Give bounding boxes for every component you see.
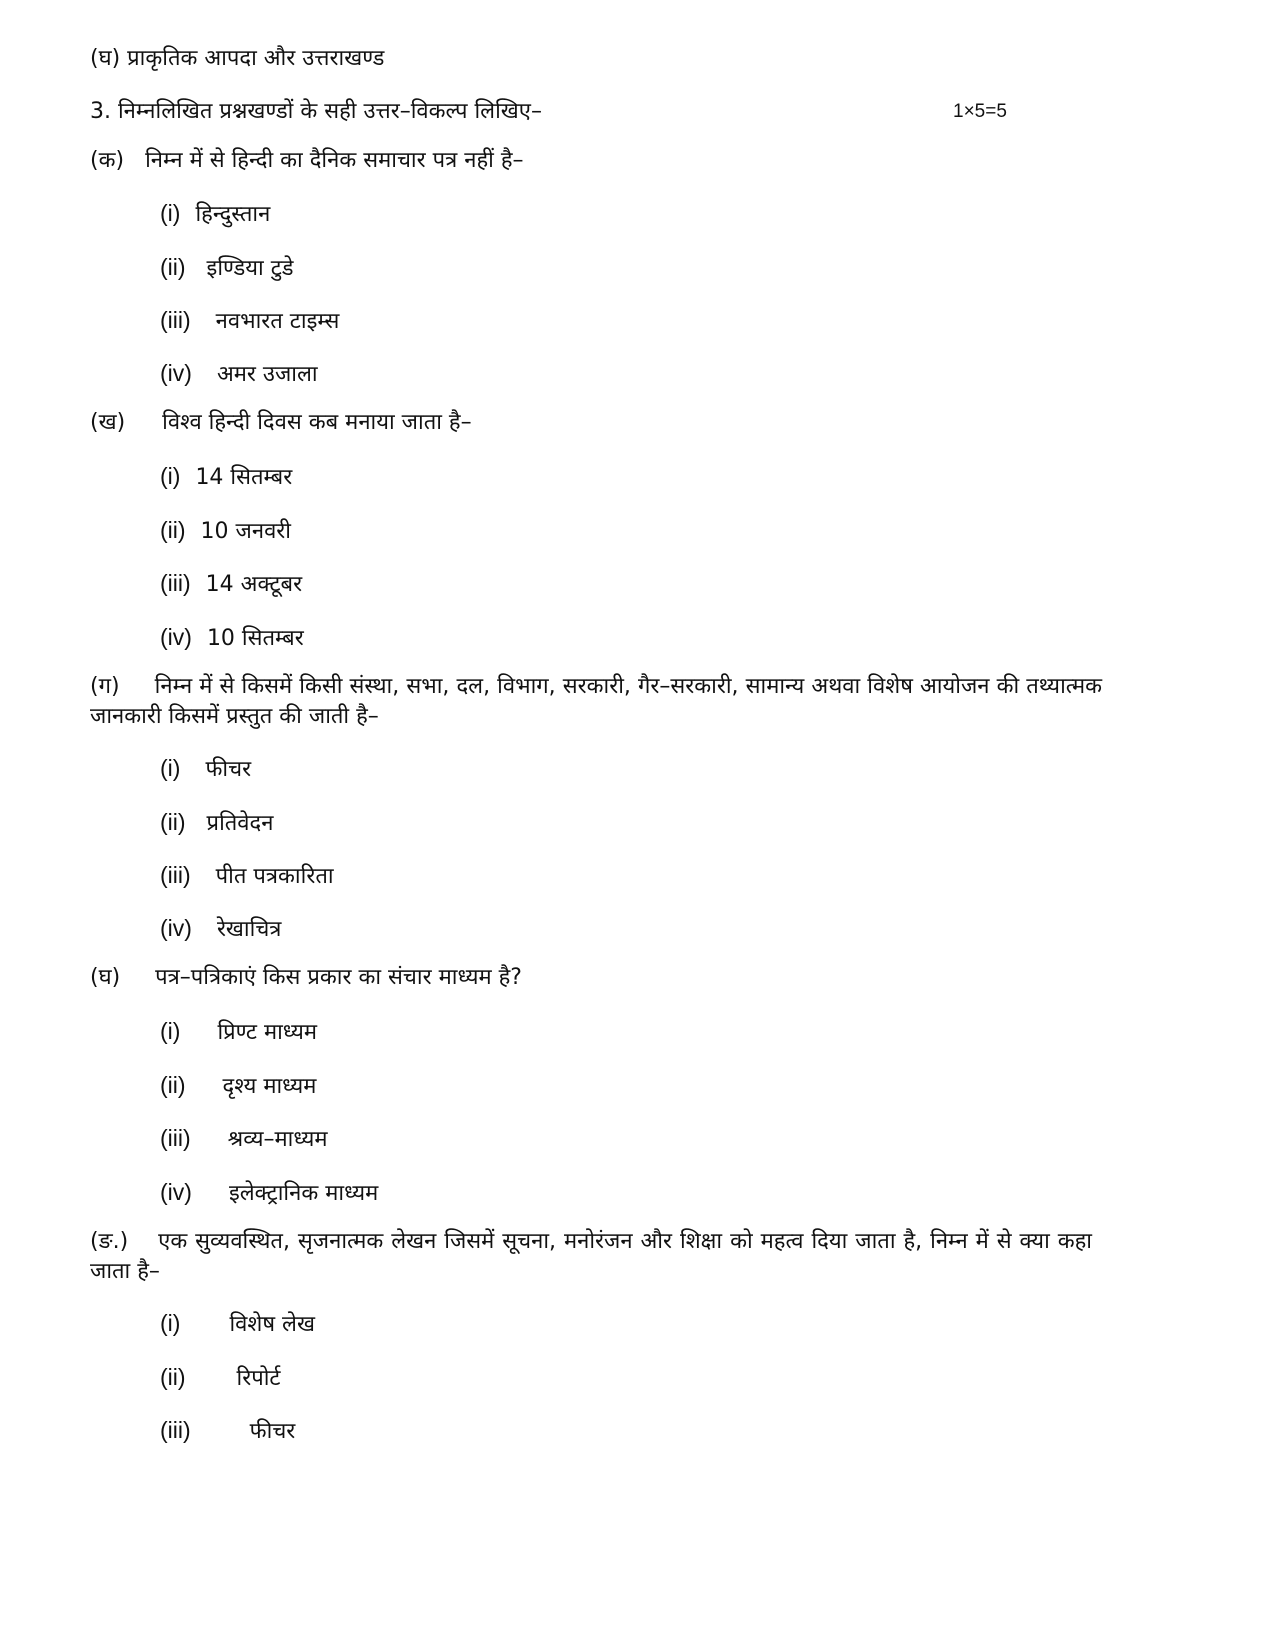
option-text: फीचर (205, 757, 252, 782)
question-label: (ङ.) (90, 1229, 129, 1254)
question-ka (90, 146, 524, 176)
option-item (160, 1415, 295, 1447)
option-item (160, 1123, 328, 1155)
option-text: रिपोर्ट (236, 1366, 281, 1391)
question-text: विश्व हिन्दी दिवस कब मनाया जाता है– (162, 410, 472, 435)
option-text: 14 सितम्बर (195, 465, 293, 490)
question-text: निम्न में से हिन्दी का दैनिक समाचार पत्र नहीं है– (145, 148, 524, 173)
option-item (160, 913, 281, 945)
option-number: (iii) (160, 862, 191, 888)
option-number: (ii) (160, 1364, 186, 1390)
option-text: विशेष लेख (229, 1312, 315, 1337)
option-item (160, 358, 318, 390)
option-number: (iv) (160, 915, 192, 941)
question-nga (90, 1227, 1092, 1287)
option-item (160, 568, 302, 600)
option-item (160, 515, 291, 547)
option-text: नवभारत टाइम्स (215, 309, 340, 334)
section-marks: 1×5=5 (953, 101, 1007, 122)
option-number: (iv) (160, 1179, 192, 1205)
section-heading: 3. निम्नलिखित प्रश्नखण्डों के सही उत्तर–विकल्प लिखिए– (90, 99, 542, 124)
option-number: (ii) (160, 1072, 186, 1098)
question-label: (ख) (90, 410, 126, 435)
option-text: इण्डिया टुडे (206, 256, 294, 281)
option-item (160, 1362, 281, 1394)
option-number: (ii) (160, 517, 186, 543)
question-text: निम्न में से किसमें किसी संस्था, सभा, दल, विभाग, सरकारी, गैर–सरकारी, सामान्य अथवा विशेष आयोजन की तथ्यात्मक जानकारी किसमें प्रस्तुत की जाती है– (90, 674, 1102, 729)
option-item (160, 807, 273, 839)
top-item: (घ) प्राकृतिक आपदा और उत्तराखण्ड (90, 46, 385, 71)
option-text: दृश्य माध्यम (222, 1074, 317, 1099)
question-gha (90, 963, 522, 993)
option-number: (i) (160, 1018, 181, 1044)
option-item (160, 622, 304, 654)
option-number: (iii) (160, 1125, 191, 1151)
option-text: फीचर (249, 1419, 296, 1444)
option-text: श्रव्य–माध्यम (227, 1127, 328, 1152)
option-number: (ii) (160, 254, 186, 280)
option-text: प्रतिवेदन (206, 811, 274, 836)
option-text: 10 जनवरी (200, 519, 291, 544)
option-item (160, 860, 334, 892)
option-number: (i) (160, 755, 181, 781)
option-number: (i) (160, 463, 181, 489)
option-number: (iii) (160, 570, 191, 596)
option-text: अमर उजाला (216, 362, 318, 387)
option-number: (ii) (160, 809, 186, 835)
option-text: रेखाचित्र (216, 917, 282, 942)
option-text: प्रिण्ट माध्यम (217, 1020, 317, 1045)
option-text: पीत पत्रकारिता (215, 864, 334, 889)
option-text: 10 सितम्बर (206, 626, 304, 651)
question-text: एक सुव्यवस्थित, सृजनात्मक लेखन जिसमें सूचना, मनोरंजन और शिक्षा को महत्व दिया जाता है, निम्न में से क्या कहा जाता है– (90, 1229, 1092, 1284)
question-label: (ग) (90, 674, 120, 699)
option-item (160, 305, 339, 337)
question-label: (क) (90, 148, 125, 173)
question-label: (घ) (90, 965, 121, 990)
option-number: (iv) (160, 624, 192, 650)
option-item (160, 1070, 316, 1102)
option-item (160, 198, 270, 230)
option-number: (iii) (160, 1417, 191, 1443)
option-item (160, 461, 292, 493)
question-text: पत्र–पत्रिकाएं किस प्रकार का संचार माध्यम है? (155, 965, 522, 990)
option-item (160, 753, 251, 785)
option-number: (i) (160, 200, 181, 226)
option-number: (i) (160, 1310, 181, 1336)
question-kha (90, 408, 472, 438)
option-text: हिन्दुस्तान (195, 202, 271, 227)
option-item (160, 252, 294, 284)
option-text: 14 अक्टूबर (205, 572, 303, 597)
option-number: (iii) (160, 307, 191, 333)
option-item (160, 1308, 315, 1340)
question-ga (90, 672, 1102, 732)
option-item (160, 1016, 317, 1048)
option-text: इलेक्ट्रानिक माध्यम (228, 1181, 379, 1206)
option-number: (iv) (160, 360, 192, 386)
option-item (160, 1177, 378, 1209)
